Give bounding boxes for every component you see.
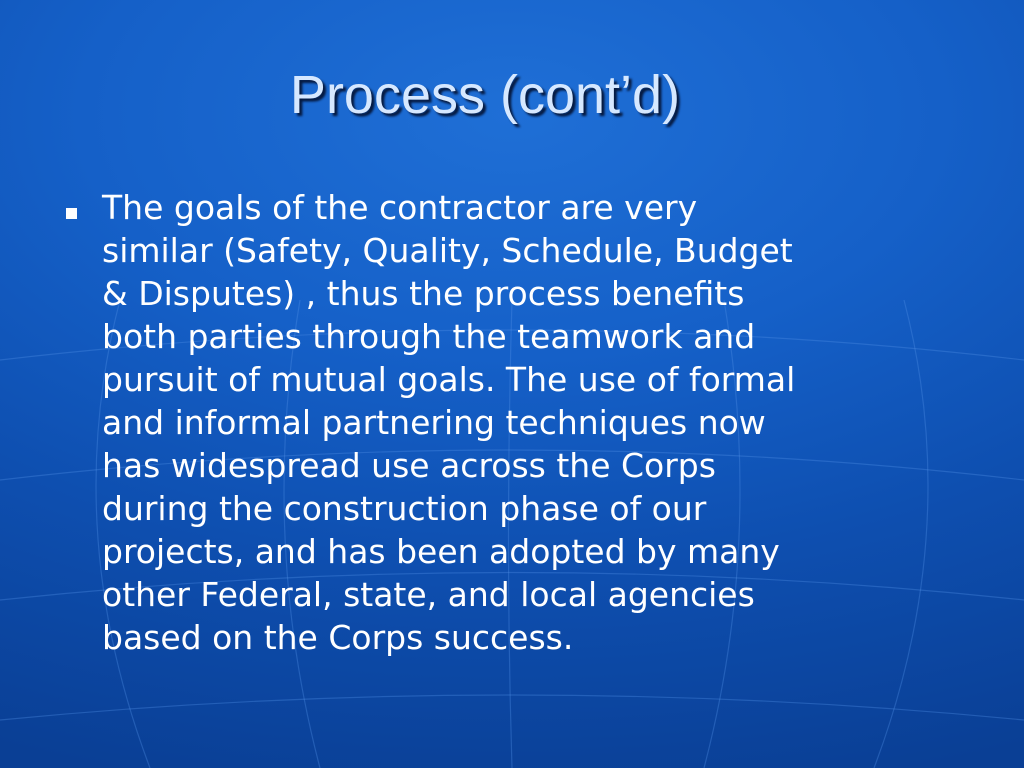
bullet-list: [60, 186, 960, 659]
bullet-text: The goals of the contractor are very similar (Safety, Quality, Schedule, Budget & Disputes) , thus the process benefits both parties through the teamwork and pursuit of mutual goals. The use of formal and informal partnering techniques now has widespread use across the Corps during the construction phase of our projects, and has been adopted by many other Federal, state, and local agencies based on the Corps success.: [102, 188, 796, 657]
bullet-item: [60, 186, 960, 659]
slide-title: Process (cont’d): [289, 65, 681, 125]
square-bullet-icon: [66, 208, 77, 219]
